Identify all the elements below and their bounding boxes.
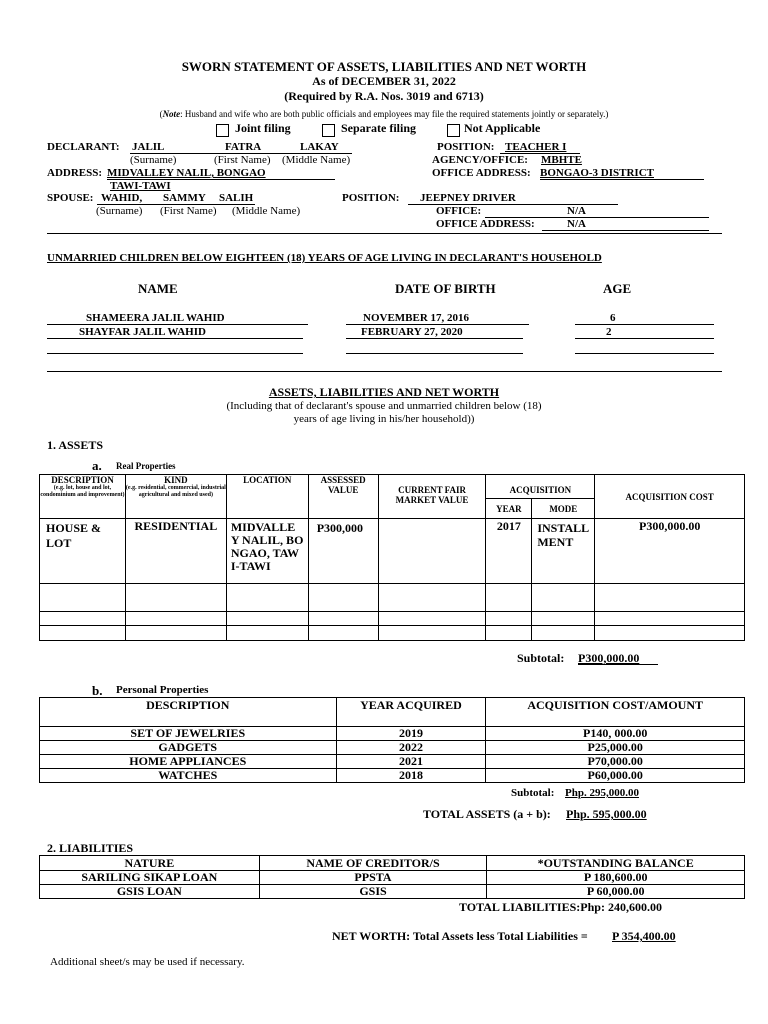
table-row [40, 626, 745, 641]
spouse-position: JEEPNEY DRIVER [420, 192, 516, 204]
personal-subtotal-value: Php. 295,000.00 [565, 787, 639, 799]
real-row-description: HOUSE & LOT [40, 519, 126, 584]
table-row [40, 741, 745, 755]
real-col-kind: KIND (e.g. residential, commercial, industrial agricultural and mixed used) [125, 475, 226, 519]
declarant-position-label: POSITION: [437, 141, 495, 153]
declarant-label: DECLARANT: [47, 141, 120, 153]
liab-col-balance: *OUTSTANDING BALANCE [487, 856, 745, 871]
child-1-name: SHAMEERA JALIL WAHID [86, 312, 225, 324]
personal-col-description: DESCRIPTION [40, 698, 337, 727]
spouse-office-address-label: OFFICE ADDRESS: [436, 218, 535, 230]
personal-row-cost: P140, 000.00 [486, 727, 745, 741]
personal-row-description: SET OF JEWELRIES [40, 727, 337, 741]
real-subtotal-line [578, 664, 658, 665]
separate-filing-label: Separate filing [341, 121, 416, 135]
personal-row-description: GADGETS [40, 741, 337, 755]
children-col-dob: DATE OF BIRTH [395, 281, 496, 296]
spouse-label: SPOUSE: [47, 192, 94, 204]
spouse-office-address: N/A [567, 218, 586, 230]
net-worth-value: P 354,400.00 [612, 929, 676, 943]
spouse-surname: WAHID, [101, 192, 143, 204]
liabilities-table [39, 855, 745, 899]
legal-basis: (Required by R.A. Nos. 3019 and 6713) [284, 89, 484, 103]
real-col-mode: MODE [532, 499, 595, 519]
total-liabilities: TOTAL LIABILITIES:Php: 240,600.00 [459, 900, 662, 914]
personal-col-year: YEAR ACQUIRED [336, 698, 486, 727]
section-divider [47, 233, 722, 234]
not-applicable-checkbox[interactable] [447, 124, 460, 137]
net-worth-label: NET WORTH: Total Assets less Total Liabilities = [332, 929, 588, 943]
alnw-sub1: (Including that of declarant's spouse and unmarried children below (18) [226, 400, 542, 412]
liab-row-balance: P 180,600.00 [487, 871, 745, 885]
joint-filing-label: Joint filing [235, 121, 291, 135]
real-col-description: DESCRIPTION (e.g. lot, house and lot, condominium and improvement) [40, 475, 126, 519]
real-row-fair-market [378, 519, 486, 584]
office-address-label: OFFICE ADDRESS: [432, 167, 531, 179]
children-divider [47, 371, 722, 372]
child-2-dob: FEBRUARY 27, 2020 [361, 326, 463, 338]
personal-subtotal-label: Subtotal: [511, 787, 555, 799]
real-subtotal-value: P300,000.00 [578, 651, 640, 665]
agency-label: AGENCY/OFFICE: [432, 154, 528, 166]
not-applicable-label: Not Applicable [464, 121, 541, 135]
liabilities-heading: 2. LIABILITIES [47, 841, 134, 855]
additional-sheets-note: Additional sheet/s may be used if necessary. [50, 956, 245, 968]
liab-row-creditor: GSIS [259, 885, 487, 899]
liab-row-creditor: PPSTA [259, 871, 487, 885]
assets-heading: 1. ASSETS [47, 438, 104, 452]
real-col-fair-market: CURRENT FAIR MARKET VALUE [378, 475, 486, 519]
child-3-dob-line [346, 353, 523, 354]
table-row [40, 885, 745, 899]
office-address-value: BONGAO-3 DISTRICT [540, 167, 654, 179]
child-1-name-line [47, 324, 308, 325]
agency-value: MBHTE [541, 154, 582, 166]
table-row [40, 871, 745, 885]
personal-row-description: HOME APPLIANCES [40, 755, 337, 769]
real-col-year: YEAR [486, 499, 532, 519]
real-row-location: MIDVALLE Y NALIL, BONGAO, TAWI-TAWI [226, 519, 308, 584]
real-col-acquisition: ACQUISITION [486, 475, 595, 499]
middle-name-caption: (Middle Name) [282, 154, 351, 166]
declarant-position: TEACHER I [505, 141, 567, 153]
children-col-name: NAME [138, 281, 178, 296]
table-row [40, 769, 745, 783]
joint-filing-checkbox[interactable] [216, 124, 229, 137]
real-subtotal-label: Subtotal: [517, 651, 565, 665]
liab-col-creditor: NAME OF CREDITOR/S [259, 856, 487, 871]
personal-row-cost: P70,000.00 [486, 755, 745, 769]
child-1-dob-line [346, 324, 529, 325]
personal-col-cost: ACQUISITION COST/AMOUNT [486, 698, 745, 727]
personal-row-year: 2019 [336, 727, 486, 741]
real-properties-label: Real Properties [116, 461, 176, 471]
real-row-cost: P300,000.00 [595, 519, 745, 584]
table-row [40, 612, 745, 626]
spouse-position-label: POSITION: [342, 192, 400, 204]
personal-row-cost: P60,000.00 [486, 769, 745, 783]
table-row [40, 755, 745, 769]
alnw-sub2: years of age living in his/her household)) [293, 413, 475, 425]
personal-row-cost: P25,000.00 [486, 741, 745, 755]
liab-row-nature: GSIS LOAN [40, 885, 260, 899]
children-heading: UNMARRIED CHILDREN BELOW EIGHTEEN (18) YEARS OF AGE LIVING IN DECLARANT'S HOUSEHOLD [47, 252, 602, 264]
personal-properties-letter: b. [92, 683, 103, 698]
personal-row-year: 2022 [336, 741, 486, 755]
table-row [40, 584, 745, 612]
real-row-year: 2017 [486, 519, 532, 584]
spouse-middle-name: SALIH [219, 192, 254, 204]
spouse-first-name: SAMMY [163, 192, 206, 204]
spouse-surname-caption: (Surname) [96, 205, 143, 217]
child-2-dob-line [346, 338, 523, 339]
declarant-middle-name: LAKAY [300, 141, 339, 153]
child-2-age: 2 [606, 326, 612, 338]
personal-row-year: 2018 [336, 769, 486, 783]
personal-row-description: WATCHES [40, 769, 337, 783]
children-col-age: AGE [603, 281, 632, 296]
liab-col-nature: NATURE [40, 856, 260, 871]
total-assets-label: TOTAL ASSETS (a + b): [423, 807, 551, 821]
alnw-heading: ASSETS, LIABILITIES AND NET WORTH [268, 385, 500, 399]
as-of-date: As of DECEMBER 31, 2022 [312, 74, 456, 88]
real-row-kind: RESIDENTIAL [125, 519, 226, 584]
spouse-office-address-line [542, 230, 709, 231]
spouse-first-caption: (First Name) [160, 205, 217, 217]
child-2-age-line [575, 338, 714, 339]
spouse-office: N/A [567, 205, 586, 217]
real-row-assessed: P300,000 [308, 519, 378, 584]
separate-filing-checkbox[interactable] [322, 124, 335, 137]
filing-note: (Note: Husband and wife who are both public officials and employees may file the required statements jointly or separately.) [159, 109, 609, 119]
real-col-location: LOCATION [226, 475, 308, 519]
spouse-middle-caption: (Middle Name) [232, 205, 301, 217]
liab-row-balance: P 60,000.00 [487, 885, 745, 899]
first-name-caption: (First Name) [214, 154, 271, 166]
declarant-first-name: FATRA [225, 141, 262, 153]
declarant-surname: JALIL [132, 141, 165, 153]
child-1-dob: NOVEMBER 17, 2016 [363, 312, 470, 324]
address-line2: TAWI-TAWI [110, 180, 171, 192]
child-1-age: 6 [610, 312, 616, 324]
surname-caption: (Surname) [130, 154, 177, 166]
spouse-office-label: OFFICE: [436, 205, 482, 217]
personal-properties-table [39, 697, 745, 783]
child-2-name: SHAYFAR JALIL WAHID [79, 326, 206, 338]
child-3-age-line [575, 353, 714, 354]
real-properties-letter: a. [92, 458, 102, 473]
child-2-name-line [47, 338, 303, 339]
address-label: ADDRESS: [47, 167, 103, 179]
personal-properties-label: Personal Properties [116, 684, 209, 696]
real-row-mode: INSTALL MENT [532, 519, 595, 584]
personal-row-year: 2021 [336, 755, 486, 769]
total-assets-value: Php. 595,000.00 [566, 807, 647, 821]
address-line1: MIDVALLEY NALIL, BONGAO [107, 167, 266, 179]
real-col-acq-cost: ACQUISITION COST [595, 475, 745, 519]
liab-row-nature: SARILING SIKAP LOAN [40, 871, 260, 885]
child-3-name-line [47, 353, 303, 354]
child-1-age-line [575, 324, 714, 325]
real-col-assessed: ASSESSED VALUE [308, 475, 378, 519]
table-row [40, 519, 745, 584]
form-title: SWORN STATEMENT OF ASSETS, LIABILITIES AND NET WORTH [181, 59, 587, 74]
table-row [40, 727, 745, 741]
real-properties-table [39, 474, 745, 641]
office-address-line [540, 179, 704, 180]
